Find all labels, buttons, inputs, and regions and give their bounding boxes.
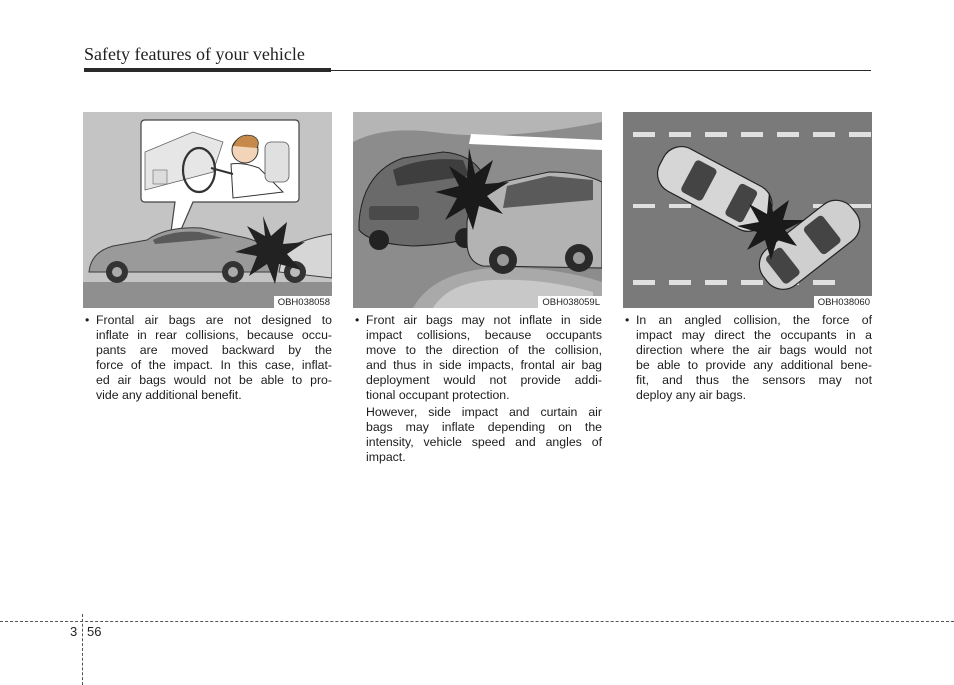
- text-line: • Frontal air bags are not designed to: [96, 313, 332, 327]
- text-line: deployment would not provide addi-: [366, 373, 602, 387]
- text-line: vide any additional benefit.: [96, 388, 242, 402]
- text-line: pants are moved backward by the: [96, 343, 332, 357]
- text-line: However, side impact and curtain air: [366, 405, 602, 419]
- text-line: intensity, vehicle speed and angles of: [366, 435, 602, 449]
- header-rule-thick: [84, 68, 331, 72]
- side-collision-illustration: [353, 112, 602, 308]
- section-title: Safety features of your vehicle: [84, 44, 305, 64]
- text-line: bags may inflate depending on the: [366, 420, 602, 434]
- header-rule-thin: [331, 70, 871, 71]
- text-line: deploy any air bags.: [636, 388, 747, 402]
- text-line: move to the direction of the collision,: [366, 343, 602, 357]
- text-line: force of the impact. In this case, inflat-: [96, 358, 332, 372]
- rear-collision-illustration: [83, 112, 332, 308]
- column-angled-collision-text: [623, 313, 872, 403]
- text-line: inflate in rear collisions, because occu-: [96, 328, 332, 342]
- text-line: • In an angled collision, the force of: [636, 313, 872, 327]
- text-line: and thus in side impacts, frontal air bag: [366, 358, 602, 372]
- figure-angled-collision: [623, 112, 872, 308]
- text-line: be able to provide any additional bene-: [636, 358, 872, 372]
- column-side-collision-text: [353, 313, 602, 465]
- text-line: ed air bags would not be able to pro-: [96, 373, 332, 387]
- text-line: direction where the air bags would not: [636, 343, 872, 357]
- text-line: • Front air bags may not inflate in side: [366, 313, 602, 327]
- page-number: 56: [87, 624, 102, 639]
- footer-dashed-rule: [0, 621, 954, 622]
- text-line: impact collisions, because occupants: [366, 328, 602, 342]
- bullet-item: [83, 313, 332, 403]
- text-line: tional occupant protection.: [366, 388, 510, 402]
- figure-code: OBH038060: [814, 296, 872, 308]
- figure-code: OBH038058: [274, 296, 332, 308]
- figure-code: OBH038059L: [538, 296, 602, 308]
- chapter-number: 3: [70, 624, 78, 639]
- text-line: impact may direct the occupants in a: [636, 328, 872, 342]
- figure-side-collision: [353, 112, 602, 308]
- angled-collision-illustration: [623, 112, 872, 308]
- text-line: fit, and thus the sensors may not: [636, 373, 872, 387]
- column-rear-collision-text: [83, 313, 332, 403]
- text-line: impact.: [366, 450, 406, 464]
- continuation-paragraph: [353, 405, 602, 465]
- bullet-item: [353, 313, 602, 403]
- footer-vertical-dashed-rule: [82, 614, 83, 685]
- bullet-item: [623, 313, 872, 403]
- figure-rear-collision: [83, 112, 332, 308]
